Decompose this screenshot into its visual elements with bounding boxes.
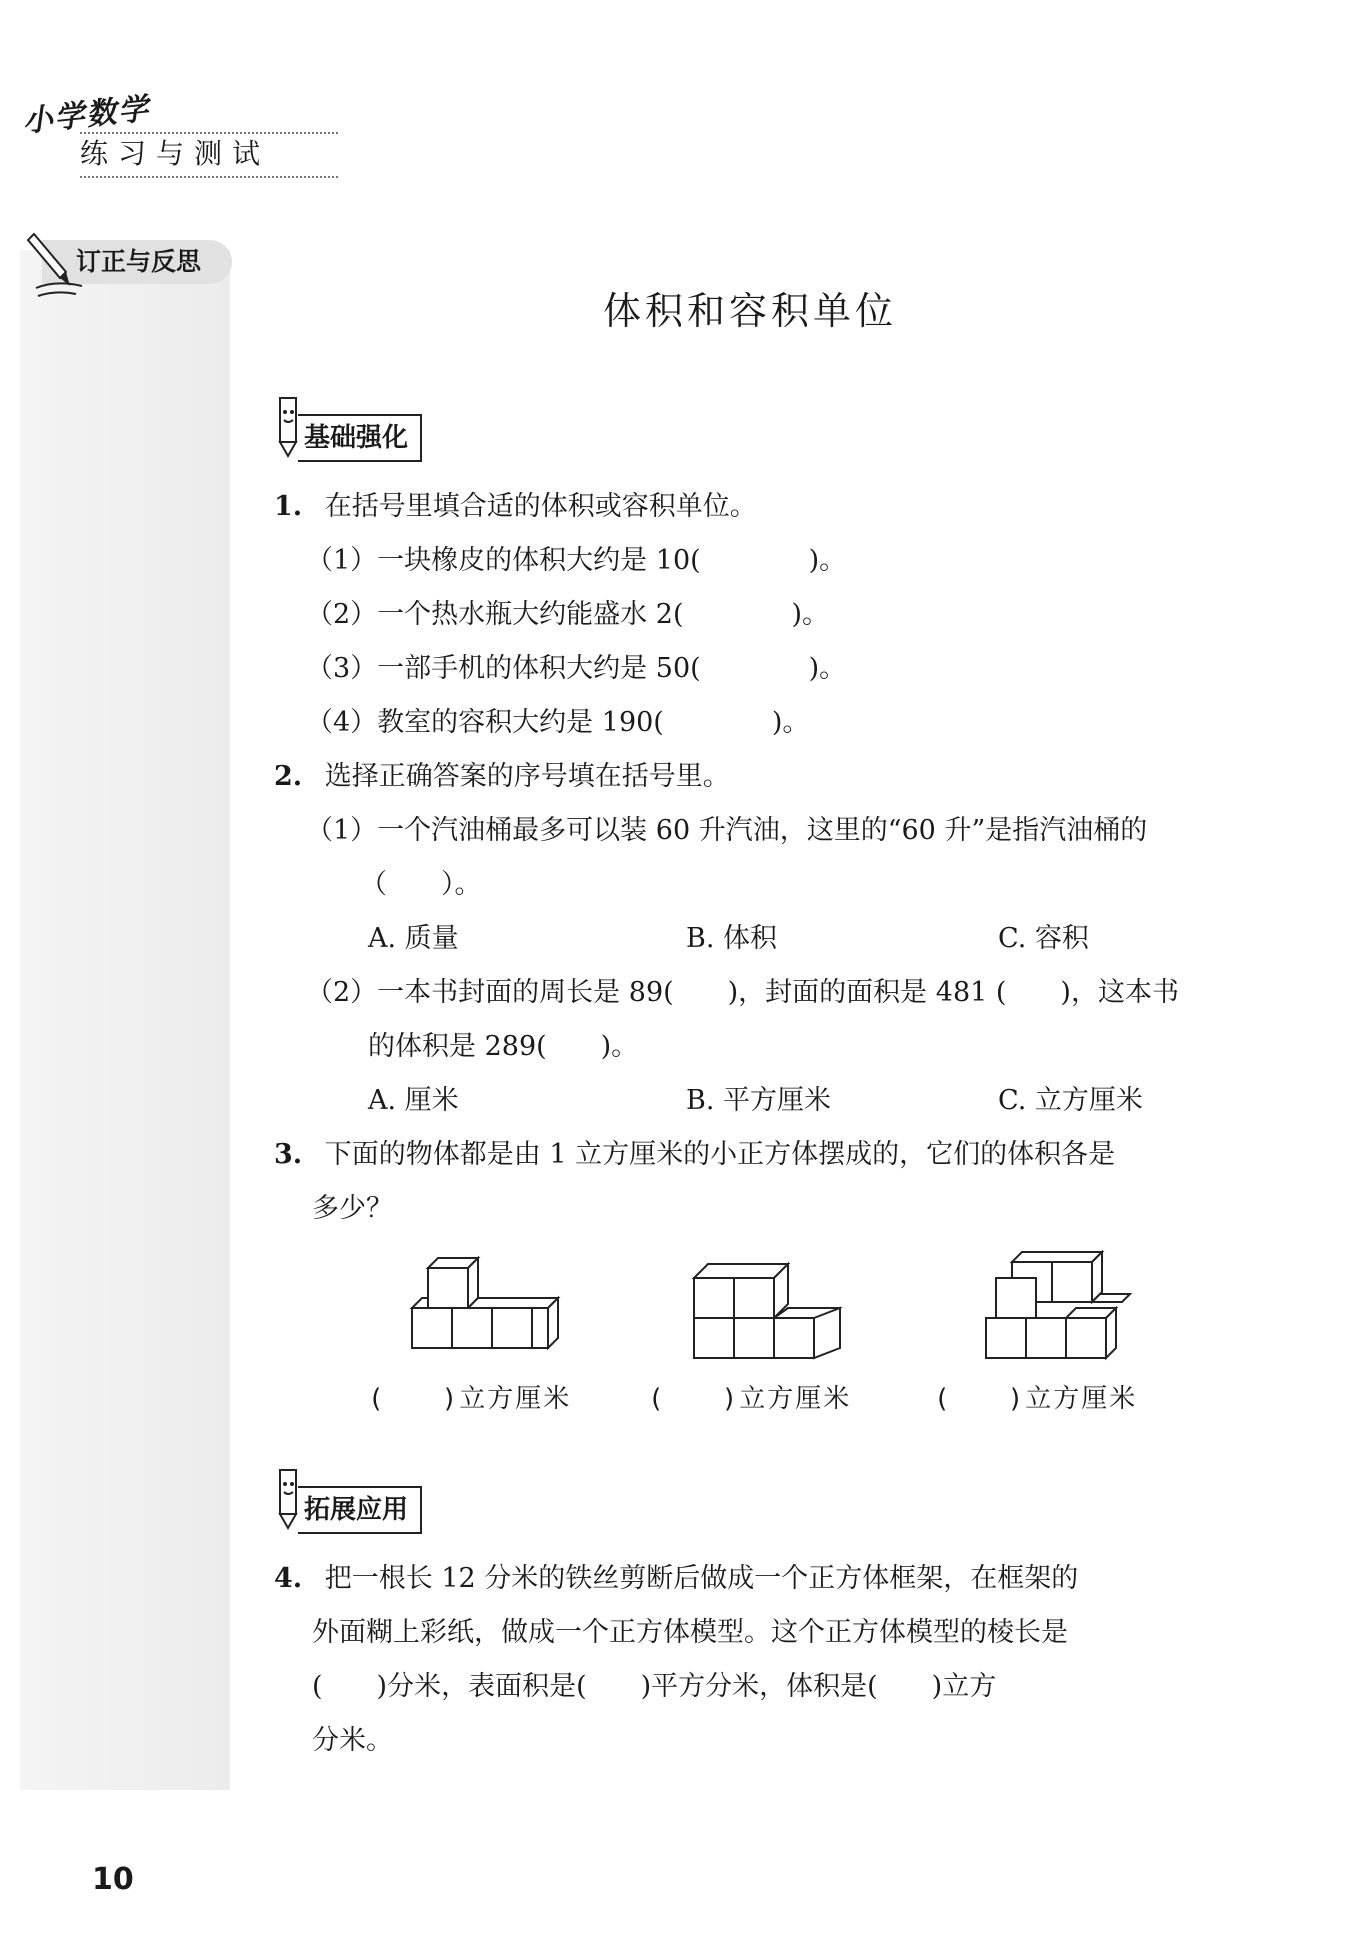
question-prompt: 选择正确答案的序号填在括号里。	[324, 761, 730, 792]
question-line-1: 下面的物体都是由 1 立方厘米的小正方体摆成的，它们的体积各是	[324, 1139, 1116, 1170]
cube-figure-3	[982, 1250, 1142, 1380]
q2-part2-line1: （2）一本书封面的周长是 89( )，封面的面积是 481 ( )，这本书	[306, 977, 1179, 1008]
q2-part1-option-a: A. 质量	[368, 923, 459, 954]
question-number: 4.	[274, 1563, 303, 1594]
section-basic: 基础强化	[298, 414, 422, 462]
cube-figure-1	[408, 1256, 568, 1376]
q2-part1-option-c: C. 容积	[998, 923, 1089, 954]
page-title: 体积和容积单位	[602, 289, 897, 333]
question-1	[274, 484, 757, 523]
cube-1-caption: ( )立方厘米	[368, 1384, 572, 1414]
cube-2-caption: ( )立方厘米	[648, 1384, 852, 1414]
question-4-line-3: ( )分米，表面积是( )平方分米，体积是( )立方	[312, 1671, 997, 1702]
q2-part2-option-c: C. 立方厘米	[998, 1085, 1143, 1116]
q1-item-2: （2）一个热水瓶大约能盛水 2( )。	[306, 599, 830, 630]
question-4-line-4: 分米。	[312, 1725, 393, 1756]
question-number: 1.	[274, 491, 303, 522]
q2-part2-option-a: A. 厘米	[368, 1085, 459, 1116]
question-2	[274, 754, 730, 793]
correction-margin	[20, 250, 230, 1790]
question-3	[274, 1132, 1115, 1171]
question-line-1: 把一根长 12 分米的铁丝剪断后做成一个正方体框架，在框架的	[324, 1563, 1079, 1594]
q1-item-3: （3）一部手机的体积大约是 50( )。	[306, 653, 847, 684]
q2-part2-line2: 的体积是 289( )。	[368, 1031, 639, 1062]
cube-3-caption: ( )立方厘米	[934, 1384, 1138, 1414]
book-title: 练习与测试	[80, 132, 338, 178]
question-3-line-2: 多少？	[312, 1193, 393, 1224]
cube-figure-2	[690, 1256, 850, 1376]
correction-tab-label: 订正与反思	[76, 247, 202, 276]
q1-item-4: （4）教室的容积大约是 190( )。	[306, 707, 810, 738]
q2-part2-option-b: B. 平方厘米	[686, 1085, 832, 1116]
q2-part1-option-b: B. 体积	[686, 923, 778, 954]
question-4-line-2: 外面糊上彩纸，做成一个正方体模型。这个正方体模型的棱长是	[312, 1617, 1068, 1648]
question-number: 3.	[274, 1139, 303, 1170]
question-4	[274, 1556, 1078, 1595]
series-title: 小学数学	[20, 91, 152, 140]
question-number: 2.	[274, 761, 303, 792]
q2-part1-line2: （ ）。	[360, 869, 482, 900]
q1-item-1: （1）一块橡皮的体积大约是 10( )。	[306, 545, 847, 576]
q2-part1-line1: （1）一个汽油桶最多可以装 60 升汽油，这里的“60 升”是指汽油桶的	[306, 815, 1148, 846]
page-number: 10	[92, 1862, 134, 1897]
section-extend: 拓展应用	[298, 1486, 422, 1534]
question-prompt: 在括号里填合适的体积或容积单位。	[324, 491, 757, 522]
